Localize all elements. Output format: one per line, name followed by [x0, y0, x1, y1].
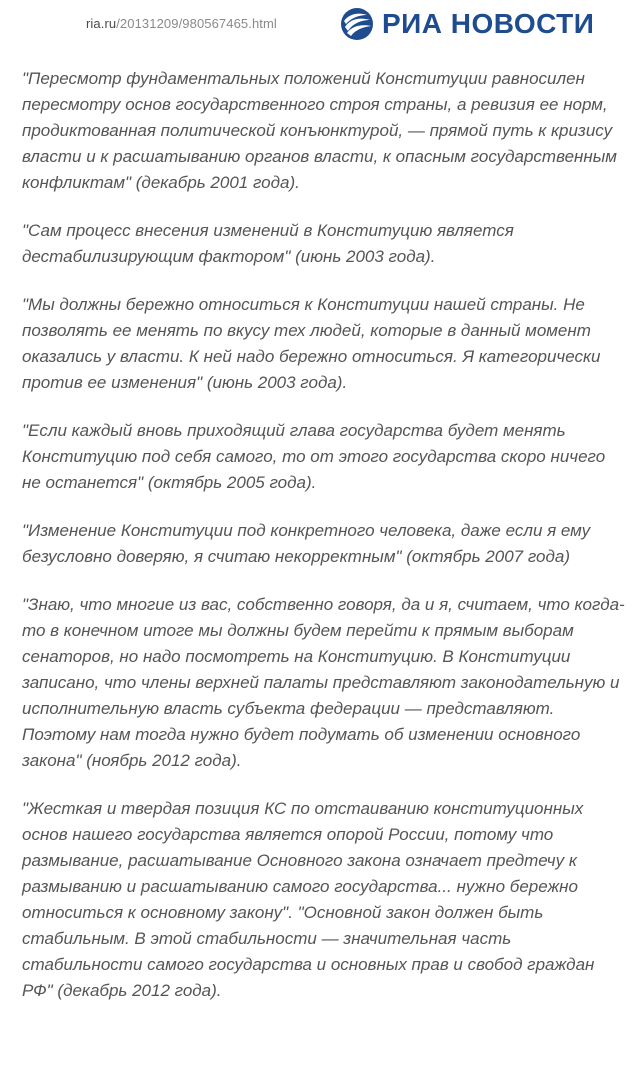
- quote-paragraph: "Сам процесс внесения изменений в Конституцию является дестабилизирующим фактором" (июнь 2003 года).: [22, 221, 514, 266]
- source-url[interactable]: [86, 16, 277, 31]
- source-url-host: ria.ru: [86, 16, 117, 31]
- ria-novosti-logo-icon: [340, 7, 374, 41]
- quote-paragraph: "Знаю, что многие из вас, собственно говоря, да и я, считаем, что когда-то в конечном итоге мы должны будем перейти к прямым выборам сенаторов, но надо посмотреть на Конституцию. В Конституции записано, что члены верхней палаты представляют законодательную и исполнительную власть субъекта федерации — представляют. Поэтому нам тогда нужно будет подумать об изменении основного закона" (ноябрь 2012 года).: [22, 595, 625, 770]
- quote-paragraph: "Мы должны бережно относиться к Конституции нашей страны. Не позволять ее менять по вкусу тех людей, которые в данный момент оказались у власти. К ней надо бережно относиться. Я категорически против ее изменения" (июнь 2003 года).: [22, 295, 601, 392]
- ria-novosti-logo[interactable]: [340, 6, 594, 42]
- article-body: [22, 66, 626, 1026]
- quote-paragraph: "Пересмотр фундаментальных положений Конституции равносилен пересмотру основ государственного строя страны, а ревизия ее норм, продиктованная политической конъюнктурой, — прямой путь к кризису власти и к расшатыванию органов власти, к опасным государственным конфликтам" (декабрь 2001 года).: [22, 69, 617, 192]
- page-header: [0, 0, 640, 52]
- source-url-path: /20131209/980567465.html: [116, 16, 277, 31]
- quote-paragraph: "Жесткая и твердая позиция КС по отстаиванию конституционных основ нашего государства является опорой России, потому что размывание, расшатывание Основного закона означает предтечу к размыванию и расшатыванию самого государства... нужно бережно относиться к основному закону". "Основной закон должен быть стабильным. В этой стабильности — значительная часть стабильности самого государства и основных прав и свобод граждан РФ" (декабрь 2012 года).: [22, 799, 595, 1000]
- quote-paragraph: "Если каждый вновь приходящий глава государства будет менять Конституцию под себя самого, то от этого государства скоро ничего не останется" (октябрь 2005 года).: [22, 421, 606, 492]
- quote-paragraph: "Изменение Конституции под конкретного человека, даже если я ему безусловно доверяю, я считаю некорректным" (октябрь 2007 года): [22, 521, 591, 566]
- logo-text: РИА НОВОСТИ: [382, 8, 595, 39]
